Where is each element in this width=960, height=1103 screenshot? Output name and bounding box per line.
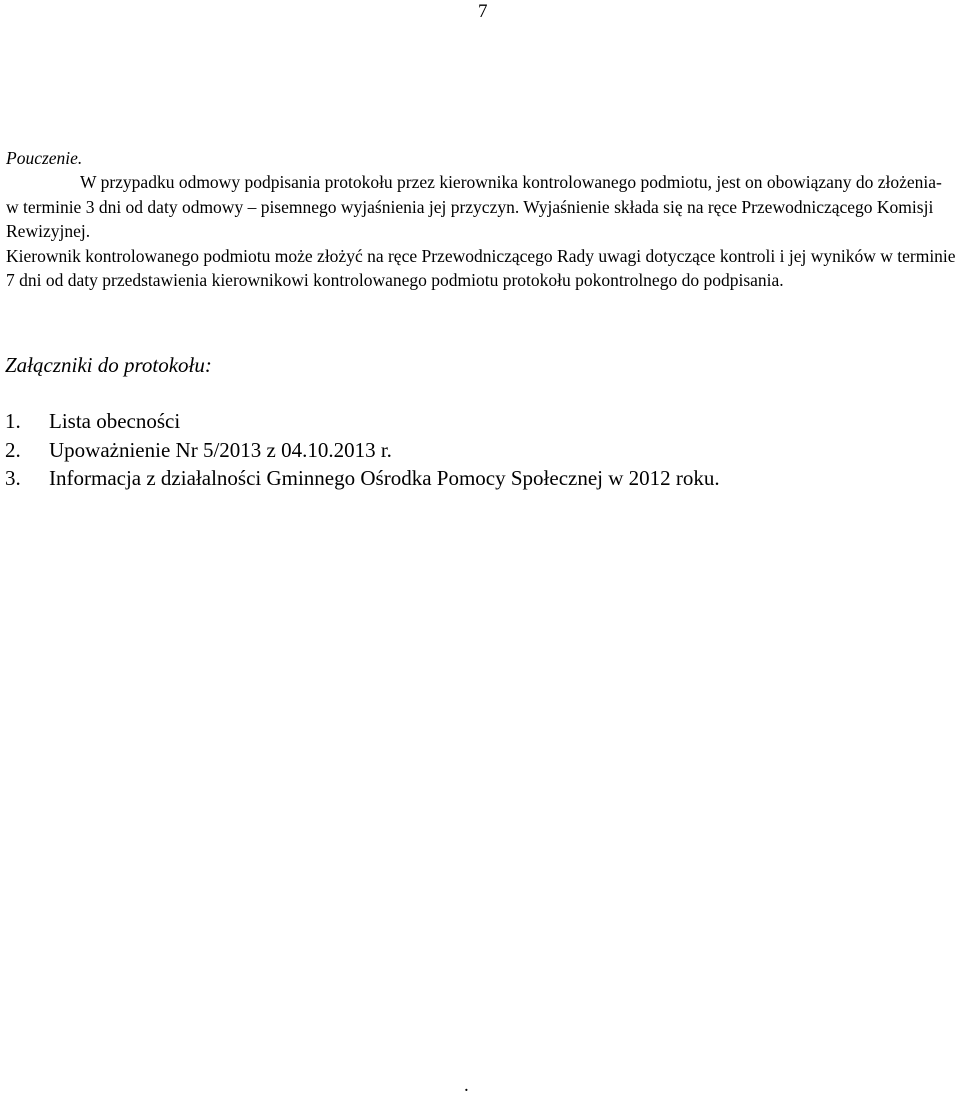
list-item-text: Upoważnienie Nr 5/2013 z 04.10.2013 r. [49,437,392,462]
footer-mark: . [464,1075,469,1096]
notice-paragraph-refusal: W przypadku odmowy podpisania protokołu przez kierownika kontrolowanego podmiotu, jest on obowiązany do złożenia- w terminie 3 dni od daty odmowy – pisemnego wyjaśnienia jej przyczyn. Wyjaśnienie składa się na ręce Przewodniczącego Komisji Rewizyjnej. [6,172,942,242]
list-item-text: Lista obecności [49,409,181,433]
list-item-number: 2. [5,437,21,462]
list-item [5,407,720,436]
notice-paragraph-remarks: Kierownik kontrolowanego podmiotu może złożyć na ręce Przewodniczącego Rady uwagi dotyczące kontroli i jej wyników w terminie 7 dni od daty przedstawienia kierownikowi kontrolowanego podmiotu protokołu pokontrolnego do podpisania. [6,245,956,291]
attachments-list [5,407,720,493]
list-item [5,464,720,493]
list-item [5,436,720,465]
list-item-number: 3. [5,466,21,490]
list-item-text: Informacja z działalności Gminnego Ośrodka Pomocy Społecznej w 2012 roku. [49,466,720,490]
notice-title: Pouczenie. [6,148,83,168]
notice-section [6,146,956,292]
attachments-heading: Załączniki do protokołu: [5,353,212,377]
page-number: 7 [478,1,488,22]
list-item-number: 1. [5,409,21,433]
